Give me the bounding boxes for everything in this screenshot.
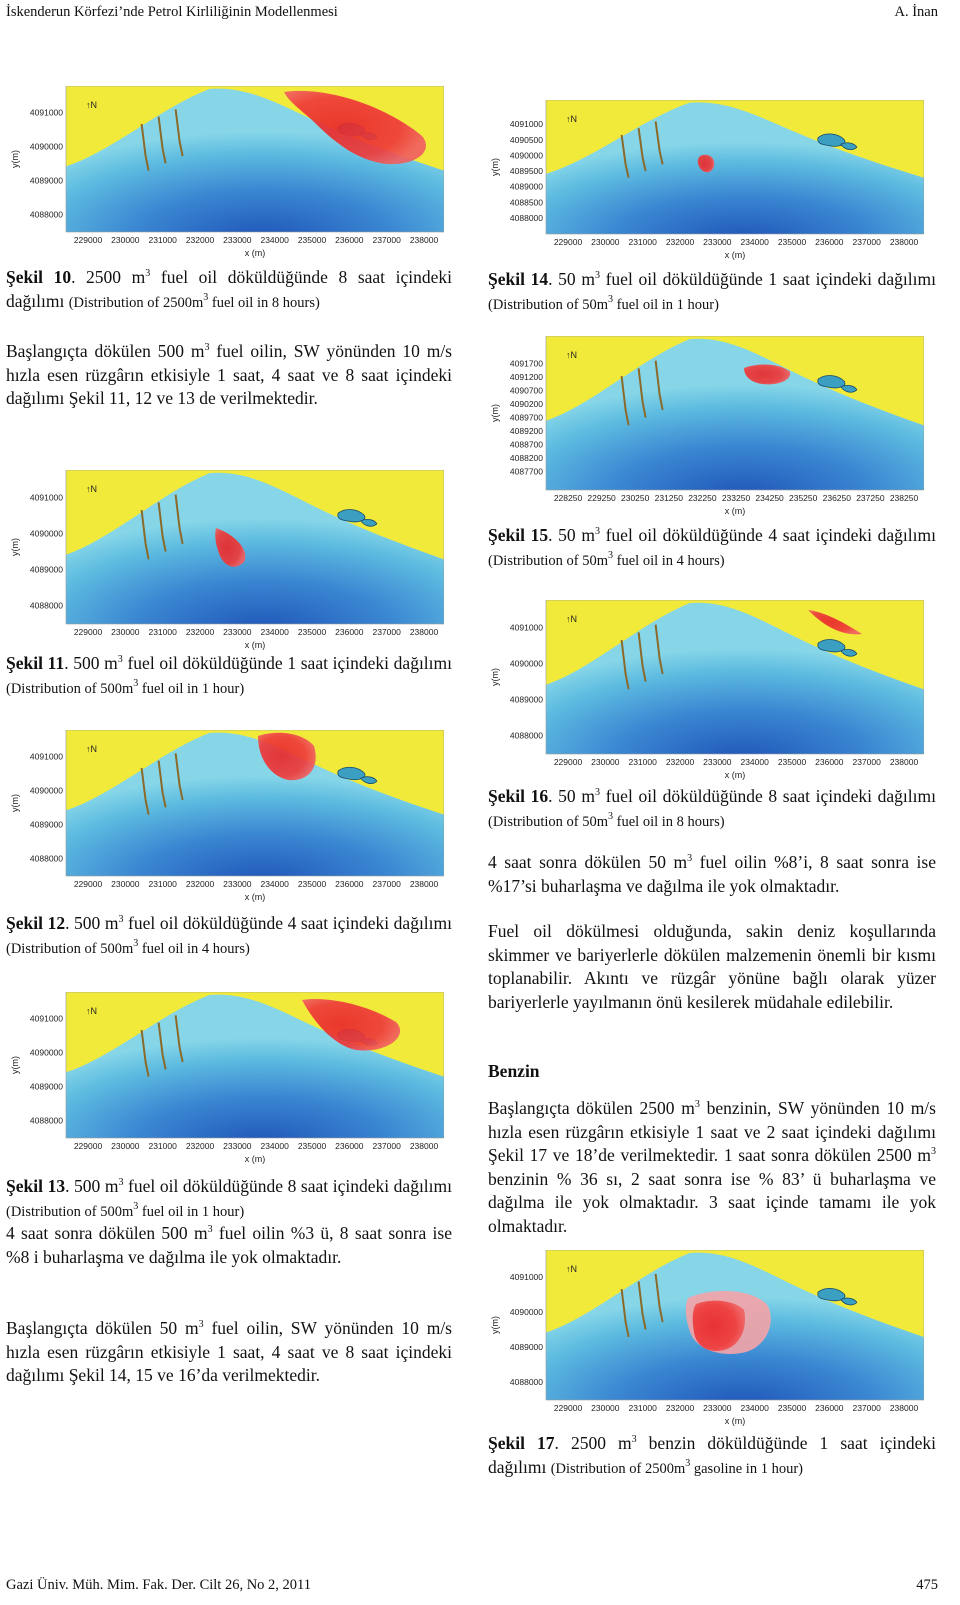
x-tick-label: 230250 (621, 493, 650, 503)
caption-sekil-16: Şekil 16. 50 $m^3$ fuel oil döküldüğünde 8 saat içindeki dağılımı (Distribution of $50m^3$ fuel oil in 8 hours) (488, 786, 936, 830)
y-axis-label: y(m) (490, 668, 500, 686)
x-tick-label: 236000 (335, 235, 364, 245)
section-heading-benzin: Benzin (488, 1061, 540, 1081)
x-tick-label: 235000 (297, 1141, 327, 1151)
map-plot (488, 336, 924, 516)
figure-sekil-12-map (8, 730, 444, 902)
y-tick-label: 4091000 (509, 622, 543, 633)
x-tick-label: 233000 (223, 235, 252, 245)
x-tick-label: 237250 (856, 493, 885, 503)
y-tick-label: 4088000 (29, 209, 63, 220)
x-tick-label: 234000 (740, 757, 769, 767)
y-tick-label: 4088500 (509, 197, 543, 208)
x-tick-label: 230000 (111, 235, 140, 245)
north-arrow: ↑N (86, 744, 97, 754)
x-axis-label: x (m) (724, 770, 746, 780)
y-tick-label: 4090000 (29, 528, 63, 539)
x-tick-label: 236000 (815, 757, 844, 767)
x-axis-label: x (m) (724, 250, 746, 260)
y-tick-label: 4089000 (29, 175, 63, 186)
y-axis-label: y(m) (490, 404, 500, 422)
x-tick-label: 235000 (777, 1403, 807, 1413)
x-tick-label: 231000 (628, 757, 657, 767)
x-tick-label: 232000 (665, 1403, 695, 1413)
paragraph-50m3: Başlangıçta dökülen 50 $m^3$ fuel oilin, SW yönünden 10 m/s hızla esen rüzgârın etkisiyle 1 saat, 4 saat ve 8 saat içindeki dağılımı Şekil 14, 15 ve 16’da verilmektedir. (6, 1318, 452, 1385)
caption-sekil-17: Şekil 17. 2500 $m^3$ benzin döküldüğünde 1 saat içindeki dağılımı (Distribution of $2500m^3$ gasoline in 1 hour) (488, 1433, 936, 1477)
y-tick-label: 4091000 (29, 1013, 63, 1024)
x-tick-label: 232000 (185, 627, 215, 637)
y-tick-label: 4088000 (509, 730, 543, 741)
y-tick-label: 4090000 (509, 658, 543, 669)
x-tick-label: 229000 (73, 235, 103, 245)
y-tick-label: 4090000 (509, 1307, 543, 1317)
x-tick-label: 238000 (409, 627, 439, 637)
x-tick-label: 235250 (789, 493, 818, 503)
y-tick-label: 4090200 (509, 399, 543, 410)
x-tick-label: 237000 (372, 627, 401, 637)
figure-sekil-13-map (8, 992, 444, 1164)
x-tick-label: 232000 (665, 237, 695, 247)
y-tick-label: 4088000 (29, 853, 63, 864)
caption-sekil-10: Şekil 10. 2500 $m^3$ fuel oil döküldüğünde 8 saat içindeki dağılımı (Distribution of $2500m^3$ fuel oil in 8 hours) (6, 267, 452, 311)
x-tick-label: 238000 (889, 1403, 919, 1413)
x-tick-label: 233000 (703, 757, 732, 767)
y-tick-label: 4089200 (509, 426, 543, 437)
x-tick-label: 230000 (111, 627, 140, 637)
y-tick-label: 4089500 (509, 166, 543, 177)
paragraph-500m3-evaporation: 4 saat sonra dökülen 500 $m^3$ fuel oilin %3 ü, 8 saat sonra ise %8 i buharlaşma ve dağılma ile yok olmaktadır. (6, 1223, 452, 1267)
x-tick-label: 233250 (721, 493, 751, 503)
x-tick-label: 234000 (740, 237, 769, 247)
y-tick-label: 4091200 (509, 372, 543, 383)
figure-sekil-17-map (488, 1250, 924, 1426)
x-tick-label: 238000 (409, 235, 439, 245)
x-tick-label: 237000 (852, 1403, 881, 1413)
running-footer (6, 1577, 938, 1594)
caption-sekil-14: Şekil 14. 50 $m^3$ fuel oil döküldüğünde 1 saat içindeki dağılımı (Distribution of $50m^3$ fuel oil in 1 hour) (488, 269, 936, 313)
x-axis-label: x (m) (244, 892, 266, 902)
paragraph-benzin: Başlangıçta dökülen 2500 $m^3$ benzinin, SW yönünden 10 m/s hızla esen rüzgârın etkisiyle 1 saat ve 2 saat içindeki dağılımı Şekil 17 ve 18’de verilmektedir. 1 saat sonra dökülen 2500 $m^3$ benzinin % 36 sı, 2 saat sonra ise % 83’ ü buharlaşma ve dağılma ile yok olmaktadır. 3 saat içinde tamamı ile yok olmaktadır. (488, 1098, 936, 1236)
y-tick-label: 4091000 (29, 107, 63, 118)
y-tick-label: 4090000 (509, 150, 543, 161)
x-tick-label: 238000 (889, 757, 919, 767)
map-plot (488, 600, 924, 780)
y-tick-label: 4089700 (509, 412, 543, 423)
y-axis-label: y(m) (10, 794, 20, 812)
north-arrow: ↑N (566, 350, 577, 360)
north-arrow: ↑N (86, 1006, 97, 1016)
y-tick-label: 4091000 (509, 1272, 543, 1282)
y-tick-label: 4088000 (29, 1115, 63, 1126)
x-tick-label: 236000 (815, 1403, 844, 1413)
x-tick-label: 233000 (223, 879, 252, 889)
paragraph-response: Fuel oil dökülmesi olduğunda, sakin deniz koşullarında skimmer ve bariyerlerle dökülen malzemenin önemli bir kısmı toplanabilir. Akıntı ve rüzgâr yönüne bağlı olarak yüzer bariyerlerle yayılmanın önü kesilerek müdahale edilebilir. (488, 921, 936, 1012)
y-tick-label: 4090000 (29, 1047, 63, 1058)
x-tick-label: 229000 (73, 879, 103, 889)
y-tick-label: 4089000 (29, 564, 63, 575)
north-arrow: ↑N (566, 1264, 577, 1274)
north-arrow: ↑N (86, 100, 97, 110)
x-tick-label: 237000 (372, 235, 401, 245)
running-header (6, 4, 938, 21)
x-tick-label: 228250 (553, 493, 583, 503)
x-tick-label: 238000 (409, 879, 439, 889)
header-title: İskenderun Körfezi’nde Petrol Kirliliğinin Modellenmesi (6, 4, 338, 20)
x-tick-label: 234000 (260, 627, 289, 637)
paragraph-50m3-evaporation: 4 saat sonra dökülen 50 $m^3$ fuel oilin %8’i, 8 saat sonra ise %17’si buharlaşma ve dağılma ile yok olmaktadır. (488, 852, 936, 896)
y-tick-label: 4089000 (509, 694, 543, 705)
x-tick-label: 229000 (73, 1141, 103, 1151)
figure-sekil-14-map (488, 100, 924, 260)
x-axis-label: x (m) (244, 1154, 266, 1164)
figure-sekil-11-map (8, 470, 444, 650)
y-axis-label: y(m) (10, 150, 20, 168)
x-tick-label: 236250 (822, 493, 851, 503)
y-axis-label: y(m) (490, 158, 500, 176)
map-plot (8, 470, 444, 650)
x-tick-label: 236000 (815, 237, 844, 247)
x-tick-label: 230000 (591, 1403, 620, 1413)
x-tick-label: 235000 (297, 627, 327, 637)
y-tick-label: 4088200 (509, 453, 543, 464)
x-tick-label: 229000 (553, 757, 583, 767)
north-arrow: ↑N (86, 484, 97, 494)
x-axis-label: x (m) (244, 640, 266, 650)
y-tick-label: 4087700 (509, 466, 543, 477)
x-tick-label: 236000 (335, 627, 364, 637)
map-plot (488, 100, 924, 260)
x-tick-label: 234000 (740, 1403, 769, 1413)
caption-sekil-12: Şekil 12. 500 $m^3$ fuel oil döküldüğünde 4 saat içindeki dağılımı (Distribution of $500m^3$ fuel oil in 4 hours) (6, 913, 453, 957)
caption-sekil-15: Şekil 15. 50 $m^3$ fuel oil döküldüğünde 4 saat içindeki dağılımı (Distribution of $50m^3$ fuel oil in 4 hours) (488, 525, 936, 569)
x-tick-label: 234000 (260, 879, 289, 889)
y-tick-label: 4089000 (509, 1342, 543, 1352)
x-tick-label: 237000 (852, 757, 881, 767)
x-tick-label: 232000 (185, 879, 215, 889)
y-tick-label: 4091000 (29, 492, 63, 503)
x-tick-label: 237000 (372, 1141, 401, 1151)
y-tick-label: 4091000 (29, 751, 63, 762)
y-tick-label: 4089000 (509, 181, 543, 192)
x-tick-label: 231000 (628, 237, 657, 247)
y-tick-label: 4088000 (29, 600, 63, 611)
caption-sekil-13: Şekil 13. 500 $m^3$ fuel oil döküldüğünde 8 saat içindeki dağılımı (Distribution of $500m^3$ fuel oil in 1 hour) (6, 1176, 453, 1220)
x-tick-label: 230000 (591, 757, 620, 767)
x-tick-label: 233000 (223, 1141, 252, 1151)
x-tick-label: 229250 (587, 493, 616, 503)
x-tick-label: 233000 (223, 627, 252, 637)
map-plot (488, 1250, 924, 1426)
y-tick-label: 4091000 (509, 119, 543, 130)
y-tick-label: 4089000 (29, 819, 63, 830)
x-tick-label: 229000 (73, 627, 103, 637)
header-author: A. İnan (894, 4, 938, 20)
x-tick-label: 231250 (654, 493, 683, 503)
y-axis-label: y(m) (10, 1056, 20, 1074)
y-tick-label: 4088700 (509, 439, 543, 450)
figure-sekil-16-map (488, 600, 924, 780)
y-tick-label: 4089000 (29, 1081, 63, 1092)
y-tick-label: 4091700 (509, 358, 543, 369)
x-axis-label: x (m) (724, 506, 746, 516)
x-tick-label: 234250 (755, 493, 784, 503)
x-tick-label: 235000 (777, 757, 807, 767)
x-tick-label: 232250 (688, 493, 717, 503)
figure-sekil-15-map (488, 336, 924, 516)
page-number: 475 (916, 1577, 938, 1593)
north-arrow: ↑N (566, 614, 577, 624)
map-plot (8, 86, 444, 258)
x-tick-label: 233000 (703, 1403, 732, 1413)
x-tick-label: 237000 (852, 237, 881, 247)
x-tick-label: 231000 (148, 627, 177, 637)
x-tick-label: 236000 (335, 879, 364, 889)
x-tick-label: 229000 (553, 237, 583, 247)
north-arrow: ↑N (566, 114, 577, 124)
x-tick-label: 237000 (372, 879, 401, 889)
x-axis-label: x (m) (724, 1416, 746, 1426)
x-tick-label: 229000 (553, 1403, 583, 1413)
x-tick-label: 238000 (889, 237, 919, 247)
x-tick-label: 235000 (297, 879, 327, 889)
y-axis-label: y(m) (10, 538, 20, 556)
x-tick-label: 235000 (777, 237, 807, 247)
x-tick-label: 238250 (889, 493, 919, 503)
x-tick-label: 231000 (148, 879, 177, 889)
x-tick-label: 236000 (335, 1141, 364, 1151)
x-tick-label: 233000 (703, 237, 732, 247)
map-plot (8, 992, 444, 1164)
y-tick-label: 4088000 (509, 212, 543, 223)
x-tick-label: 231000 (148, 235, 177, 245)
y-tick-label: 4090000 (29, 141, 63, 152)
x-tick-label: 234000 (260, 235, 289, 245)
x-tick-label: 230000 (111, 1141, 140, 1151)
y-axis-label: y(m) (490, 1316, 500, 1334)
x-tick-label: 231000 (148, 1141, 177, 1151)
x-tick-label: 231000 (628, 1403, 657, 1413)
x-tick-label: 230000 (111, 879, 140, 889)
x-tick-label: 238000 (409, 1141, 439, 1151)
map-plot (8, 730, 444, 902)
x-axis-label: x (m) (244, 248, 266, 258)
x-tick-label: 234000 (260, 1141, 289, 1151)
y-tick-label: 4090500 (509, 134, 543, 145)
y-tick-label: 4090700 (509, 385, 543, 396)
x-tick-label: 235000 (297, 235, 327, 245)
y-tick-label: 4088000 (509, 1377, 543, 1387)
x-tick-label: 232000 (185, 1141, 215, 1151)
x-tick-label: 230000 (591, 237, 620, 247)
figure-sekil-10-map (8, 86, 444, 258)
x-tick-label: 232000 (185, 235, 215, 245)
x-tick-label: 232000 (665, 757, 695, 767)
caption-sekil-11: Şekil 11. 500 $m^3$ fuel oil döküldüğünde 1 saat içindeki dağılımı (Distribution of $500m^3$ fuel oil in 1 hour) (6, 653, 452, 697)
footer-journal: Gazi Üniv. Müh. Mim. Fak. Der. Cilt 26, No 2, 2011 (6, 1577, 312, 1593)
y-tick-label: 4090000 (29, 785, 63, 796)
paragraph-500m3: Başlangıçta dökülen 500 $m^3$ fuel oilin, SW yönünden 10 m/s hızla esen rüzgârın etkisiyle 1 saat, 4 saat ve 8 saat içindeki dağılımı Şekil 11, 12 ve 13 de verilmektedir. (6, 341, 452, 408)
